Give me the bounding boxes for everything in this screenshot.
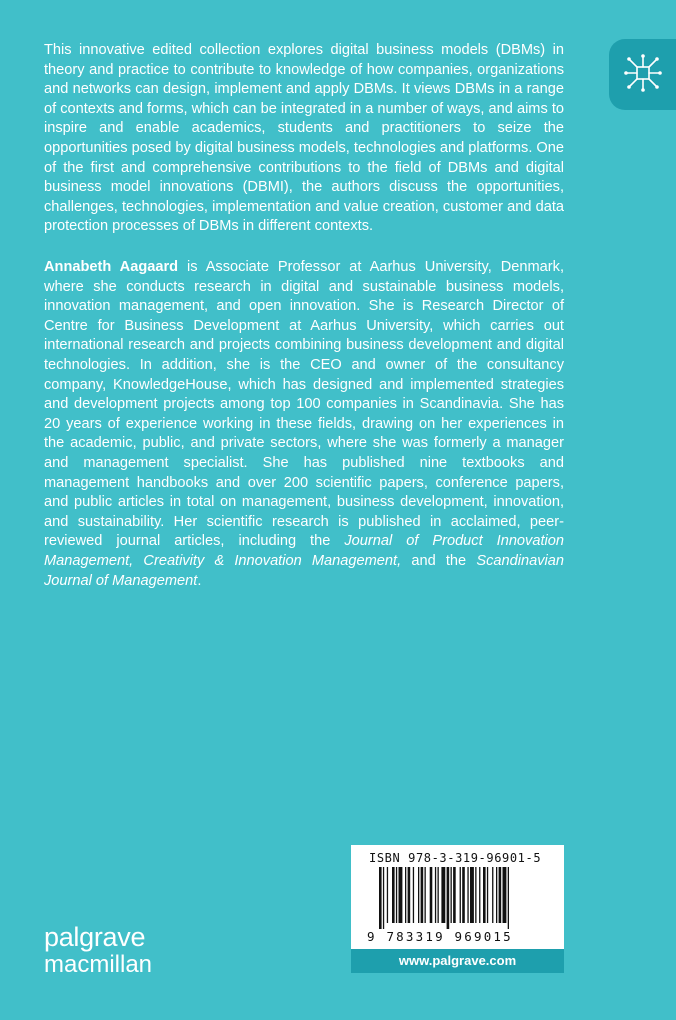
publisher-logo: [44, 924, 152, 977]
journal-name: Scandinavian Journal of Management: [44, 552, 564, 589]
publisher-logo-line2: macmillan: [44, 951, 153, 978]
author-biography: [44, 258, 564, 591]
ean-digits: 9 783319 969015: [367, 929, 513, 944]
barcode-panel: [351, 845, 564, 949]
bio-connector: and the: [401, 552, 477, 569]
author-bio-text: is Associate Professor at Aarhus University, Denmark, where she conducts research in digital and sustainable business models, innovation management, and open innovation. She is Research Director of Centre for Business Development at Aarhus University, which carries out international research and projects combining business development and digital technologies. In addition, she is the CEO and owner of the consultancy company, KnowledgeHouse, which has designed and implemented strategies and development projects among top 100 companies in Scandinavia. She has 20 years of experience working in these fields, drawing on her experiences in the academic, public, and private sectors, where she was formerly a manager and management specialist. She has published nine textbooks and management handbooks and over 200 scientific papers, conference papers, and public articles in total on management, business development, innovation, and sustainability. Her scientific research is published in acclaimed, peer-reviewed journal articles, including the: [44, 259, 565, 550]
isbn-text: ISBN 978-3-319-96901-5: [369, 851, 542, 865]
barcode-icon: [379, 867, 539, 929]
book-description: This innovative edited collection explores digital business models (DBMs) in theory and practice to contribute to knowledge of how companies, organizations and networks can design, implement and apply DBMs. It views DBMs in a range of contexts and forms, which can be integrated in a number of ways, and aims to inspire and enable academics, students and practitioners to seize the opportunities posed by digital business models, technologies and platforms. One of the first and comprehensive contributions to the field of DBMs and digital business model innovations (DBMI), the authors discuss the opportunities, challenges, technologies, implementation and value creation, customer and data protection processes of DBMs in different contexts.: [44, 42, 565, 235]
network-node-icon: [623, 53, 663, 93]
journal-list: Journal of Product Innovation Management, Creativity & Innovation Management,: [44, 533, 564, 569]
series-badge: [609, 39, 676, 110]
author-name: Annabeth Aagaard: [44, 259, 179, 275]
publisher-url: www.palgrave.com: [351, 949, 564, 973]
publisher-logo-line1: palgrave: [44, 922, 146, 952]
bio-ending: .: [197, 572, 202, 589]
